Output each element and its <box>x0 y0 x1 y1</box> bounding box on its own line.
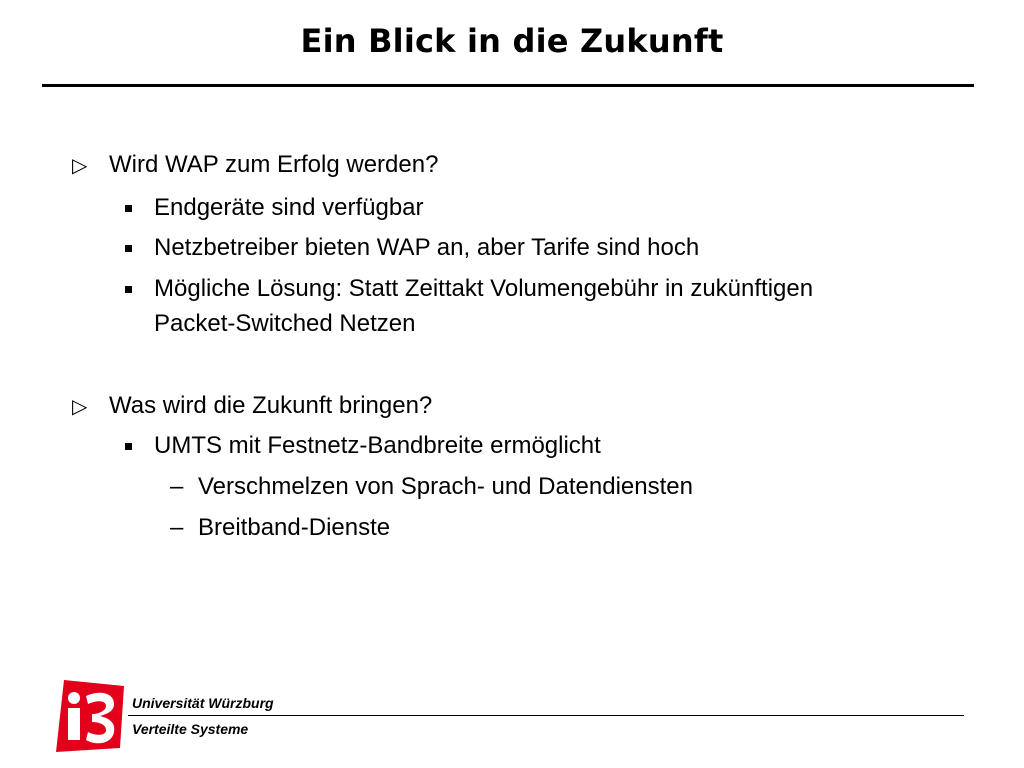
university-name: Universität Würzburg <box>132 695 274 711</box>
sub-bullet-continuation: Packet-Switched Netzen <box>154 310 416 337</box>
square-bullet-icon <box>125 443 132 450</box>
arrow-bullet-icon: ▷ <box>72 155 88 177</box>
sub-sub-bullet: Verschmelzen von Sprach- und Datendiensten <box>198 473 693 500</box>
department-name: Verteilte Systeme <box>132 721 249 737</box>
dash-bullet-icon: – <box>170 514 184 541</box>
bullet-question-2: Was wird die Zukunft bringen? <box>109 392 433 419</box>
sub-bullet: UMTS mit Festnetz-Bandbreite ermöglicht <box>154 432 601 459</box>
sub-bullet: Endgeräte sind verfügbar <box>154 194 424 221</box>
square-bullet-icon <box>125 245 132 252</box>
page-title: Ein Blick in die Zukunft <box>300 22 724 60</box>
square-bullet-icon <box>125 205 132 212</box>
i3-logo-icon <box>54 676 126 754</box>
arrow-bullet-icon: ▷ <box>72 396 88 418</box>
sub-bullet: Mögliche Lösung: Statt Zeittakt Volumengebühr in zukünftigen <box>154 275 814 302</box>
square-bullet-icon <box>125 286 132 293</box>
sub-bullet: Netzbetreiber bieten WAP an, aber Tarife sind hoch <box>154 234 700 261</box>
footer-divider <box>128 715 964 716</box>
sub-sub-bullet: Breitband-Dienste <box>198 514 391 541</box>
bullet-question-1: Wird WAP zum Erfolg werden? <box>109 151 439 178</box>
dash-bullet-icon: – <box>170 473 184 500</box>
